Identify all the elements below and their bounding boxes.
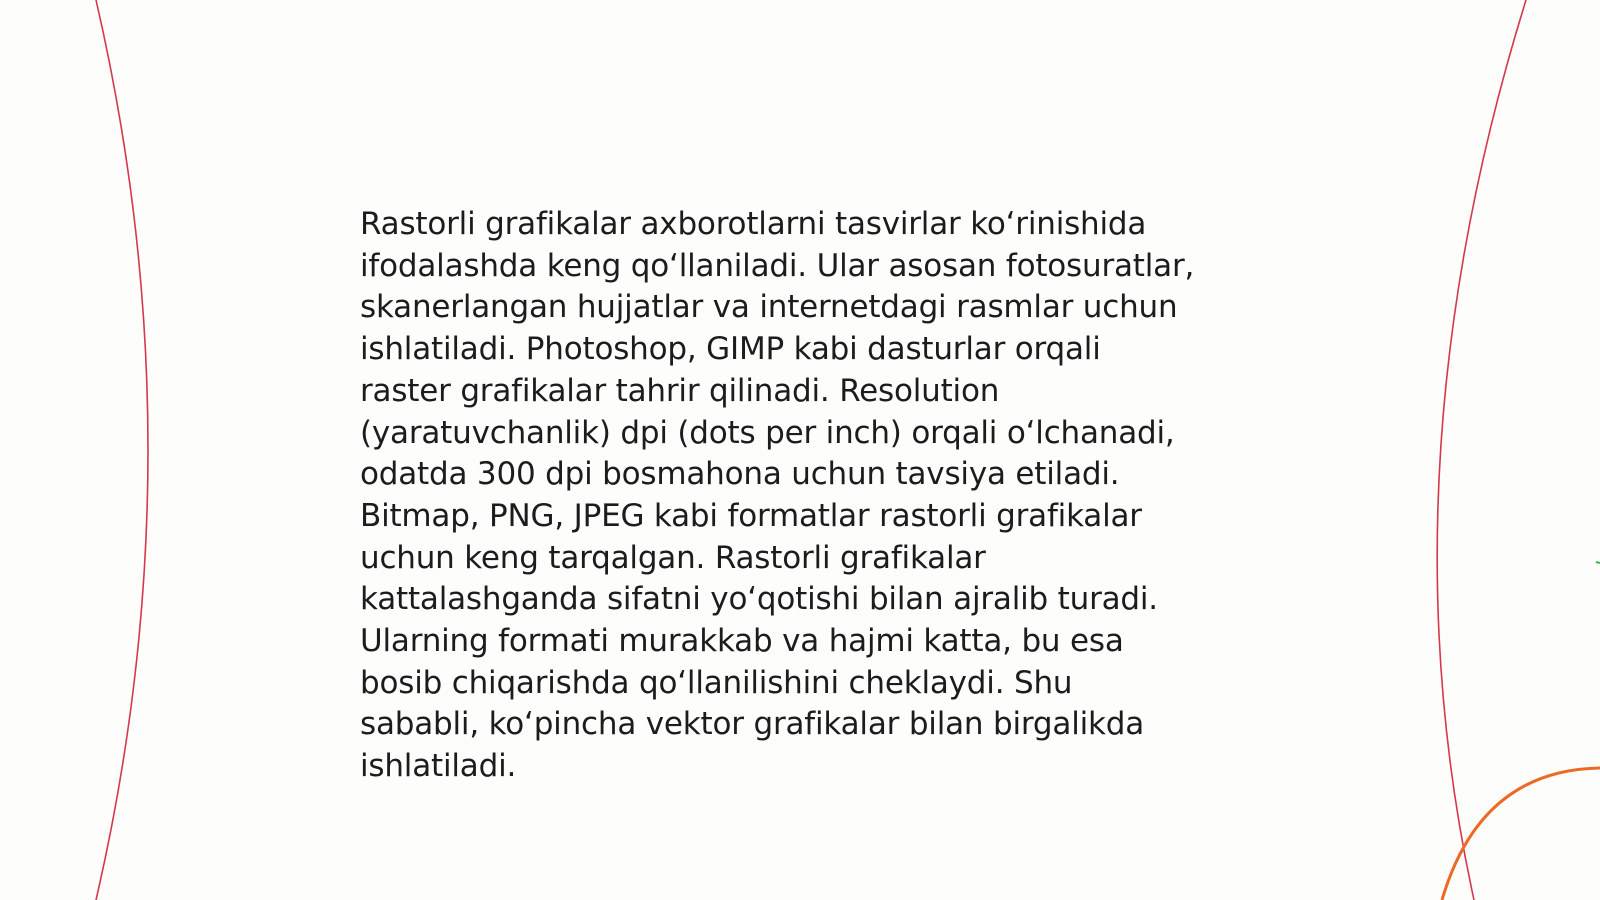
- green-accent: [1596, 562, 1600, 563]
- orange-arc: [1442, 768, 1600, 900]
- right-curve: [1437, 0, 1526, 900]
- left-curve: [96, 0, 148, 900]
- body-paragraph: Rastorli grafikalar axborotlarni tasvirlar ko‘rinishida ifodalashda keng qo‘llaniladi. Ular asosan fotosuratlar, skanerlangan hujjatlar va internetdagi rasmlar uchun ishlatiladi. Photoshop, GIMP kabi dasturlar orqali raster grafikalar tahrir qilinadi. Resolution (yaratuvchanlik) dpi (dots per inch) orqali o‘lchanadi, odatda 300 dpi bosmahona uchun tavsiya etiladi. Bitmap, PNG, JPEG kabi formatlar rastorli grafikalar uchun keng tarqalgan. Rastorli grafikalar kattalashganda sifatni yo‘qotishi bilan ajralib turadi. Ularning formati murakkab va hajmi katta, bu esa bosib chiqarishda qo‘llanilishini cheklaydi. Shu sababli, ko‘pincha vektor grafikalar bilan birgalikda ishlatiladi.: [360, 206, 1195, 785]
